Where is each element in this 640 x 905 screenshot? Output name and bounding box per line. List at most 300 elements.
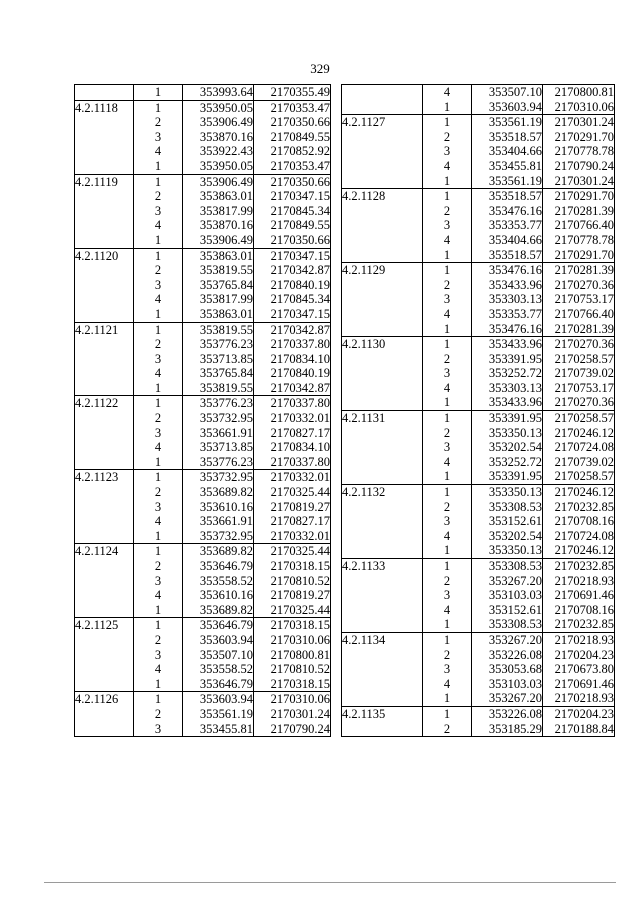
plot-id-cell <box>342 174 423 189</box>
plot-id-cell <box>75 159 134 174</box>
x-coordinate-cell: 353863.01 <box>183 189 254 204</box>
y-coordinate-cell: 2170258.57 <box>543 411 615 426</box>
point-number-cell: 3 <box>134 278 183 293</box>
plot-id-cell: 4.2.1125 <box>75 618 134 633</box>
plot-id-cell: 4.2.1118 <box>75 100 134 115</box>
point-number-cell: 3 <box>423 662 472 677</box>
y-coordinate-cell: 2170753.17 <box>543 292 615 307</box>
x-coordinate-cell: 353185.29 <box>472 722 543 737</box>
point-number-cell: 1 <box>423 263 472 278</box>
point-number-cell: 1 <box>423 337 472 352</box>
plot-id-cell <box>342 100 423 115</box>
plot-id-cell <box>75 307 134 322</box>
point-number-cell: 4 <box>423 307 472 322</box>
point-number-cell: 2 <box>423 204 472 219</box>
x-coordinate-cell: 353507.10 <box>183 648 254 663</box>
table-row <box>342 648 615 663</box>
point-number-cell: 1 <box>134 85 183 101</box>
y-coordinate-cell: 2170347.15 <box>254 189 331 204</box>
point-number-cell: 4 <box>423 603 472 618</box>
point-number-cell: 2 <box>134 189 183 204</box>
y-coordinate-cell: 2170849.55 <box>254 130 331 145</box>
y-coordinate-cell: 2170342.87 <box>254 322 331 337</box>
table-row <box>342 381 615 396</box>
plot-id-cell: 4.2.1135 <box>342 706 423 721</box>
y-coordinate-cell: 2170708.16 <box>543 514 615 529</box>
table-row <box>342 352 615 367</box>
point-number-cell: 3 <box>134 130 183 145</box>
table-row <box>342 426 615 441</box>
y-coordinate-cell: 2170310.06 <box>254 633 331 648</box>
table-row <box>75 633 331 648</box>
table-row <box>75 100 331 115</box>
point-number-cell: 1 <box>423 617 472 632</box>
plot-id-cell <box>75 662 134 677</box>
y-coordinate-cell: 2170301.24 <box>254 707 331 722</box>
plot-id-cell: 4.2.1134 <box>342 632 423 647</box>
plot-id-cell <box>342 677 423 692</box>
x-coordinate-cell: 353152.61 <box>472 603 543 618</box>
point-number-cell: 2 <box>134 633 183 648</box>
point-number-cell: 4 <box>423 381 472 396</box>
point-number-cell: 1 <box>134 396 183 411</box>
plot-id-cell <box>342 455 423 470</box>
x-coordinate-cell: 353819.55 <box>183 263 254 278</box>
plot-id-cell: 4.2.1128 <box>342 189 423 204</box>
y-coordinate-cell: 2170778.78 <box>543 233 615 248</box>
y-coordinate-cell: 2170218.93 <box>543 632 615 647</box>
x-coordinate-cell: 353308.53 <box>472 500 543 515</box>
plot-id-cell <box>342 85 423 100</box>
point-number-cell: 3 <box>423 218 472 233</box>
table-row <box>75 278 331 293</box>
y-coordinate-cell: 2170291.70 <box>543 189 615 204</box>
table-row <box>342 248 615 263</box>
table-row <box>342 543 615 558</box>
x-coordinate-cell: 353870.16 <box>183 218 254 233</box>
y-coordinate-cell: 2170258.57 <box>543 469 615 484</box>
y-coordinate-cell: 2170332.01 <box>254 529 331 544</box>
y-coordinate-cell: 2170724.08 <box>543 440 615 455</box>
x-coordinate-cell: 353765.84 <box>183 366 254 381</box>
plot-id-cell <box>342 322 423 337</box>
x-coordinate-cell: 353950.05 <box>183 100 254 115</box>
x-coordinate-cell: 353226.08 <box>472 648 543 663</box>
scan-edge-line <box>44 882 616 883</box>
y-coordinate-cell: 2170218.93 <box>543 574 615 589</box>
plot-id-cell <box>75 218 134 233</box>
x-coordinate-cell: 353561.19 <box>472 174 543 189</box>
table-row <box>342 722 615 737</box>
table-row <box>75 662 331 677</box>
table-row <box>75 263 331 278</box>
plot-id-cell <box>342 662 423 677</box>
plot-id-cell <box>342 352 423 367</box>
plot-id-cell <box>75 263 134 278</box>
y-coordinate-cell: 2170318.15 <box>254 618 331 633</box>
x-coordinate-cell: 353661.91 <box>183 514 254 529</box>
point-number-cell: 2 <box>134 707 183 722</box>
point-number-cell: 3 <box>423 366 472 381</box>
plot-id-cell: 4.2.1120 <box>75 248 134 263</box>
x-coordinate-cell: 353689.82 <box>183 544 254 559</box>
plot-id-cell <box>342 248 423 263</box>
y-coordinate-cell: 2170800.81 <box>254 648 331 663</box>
point-number-cell: 3 <box>134 352 183 367</box>
point-number-cell: 1 <box>134 529 183 544</box>
plot-id-cell <box>75 144 134 159</box>
y-coordinate-cell: 2170724.08 <box>543 529 615 544</box>
table-row <box>342 485 615 500</box>
plot-id-cell <box>342 469 423 484</box>
table-row <box>342 455 615 470</box>
x-coordinate-cell: 353404.66 <box>472 144 543 159</box>
x-coordinate-cell: 353267.20 <box>472 574 543 589</box>
table-row <box>342 691 615 706</box>
x-coordinate-cell: 353267.20 <box>472 691 543 706</box>
point-number-cell: 1 <box>134 692 183 707</box>
plot-id-cell <box>342 722 423 737</box>
y-coordinate-cell: 2170849.55 <box>254 218 331 233</box>
x-coordinate-cell: 353518.57 <box>472 248 543 263</box>
y-coordinate-cell: 2170337.80 <box>254 337 331 352</box>
x-coordinate-cell: 353732.95 <box>183 529 254 544</box>
x-coordinate-cell: 353819.55 <box>183 381 254 396</box>
plot-id-cell <box>75 130 134 145</box>
plot-id-cell <box>342 292 423 307</box>
plot-id-cell <box>342 307 423 322</box>
y-coordinate-cell: 2170819.27 <box>254 588 331 603</box>
x-coordinate-cell: 353906.49 <box>183 174 254 189</box>
table-row <box>342 307 615 322</box>
y-coordinate-cell: 2170342.87 <box>254 263 331 278</box>
x-coordinate-cell: 353561.19 <box>183 707 254 722</box>
point-number-cell: 4 <box>134 292 183 307</box>
x-coordinate-cell: 353252.72 <box>472 455 543 470</box>
point-number-cell: 1 <box>423 411 472 426</box>
x-coordinate-cell: 353603.94 <box>183 633 254 648</box>
point-number-cell: 1 <box>134 248 183 263</box>
x-coordinate-cell: 353455.81 <box>472 159 543 174</box>
table-row <box>342 366 615 381</box>
table-row <box>75 204 331 219</box>
table-row <box>75 85 331 101</box>
plot-id-cell <box>75 292 134 307</box>
point-number-cell: 1 <box>134 677 183 692</box>
x-coordinate-cell: 353776.23 <box>183 337 254 352</box>
x-coordinate-cell: 353732.95 <box>183 411 254 426</box>
point-number-cell: 1 <box>423 691 472 706</box>
x-coordinate-cell: 353267.20 <box>472 632 543 647</box>
point-number-cell: 1 <box>134 455 183 470</box>
x-coordinate-cell: 353661.91 <box>183 426 254 441</box>
point-number-cell: 4 <box>134 366 183 381</box>
x-coordinate-cell: 353353.77 <box>472 307 543 322</box>
table-row <box>342 278 615 293</box>
table-row <box>342 706 615 721</box>
x-coordinate-cell: 353391.95 <box>472 469 543 484</box>
point-number-cell: 3 <box>423 440 472 455</box>
point-number-cell: 1 <box>423 248 472 263</box>
y-coordinate-cell: 2170232.85 <box>543 500 615 515</box>
table-row <box>342 130 615 145</box>
y-coordinate-cell: 2170827.17 <box>254 426 331 441</box>
table-row <box>75 159 331 174</box>
y-coordinate-cell: 2170281.39 <box>543 263 615 278</box>
plot-id-cell <box>75 603 134 618</box>
coordinates-table-left <box>74 84 331 737</box>
page-number: 329 <box>310 61 330 76</box>
plot-id-cell <box>75 204 134 219</box>
point-number-cell: 2 <box>423 500 472 515</box>
y-coordinate-cell: 2170258.57 <box>543 352 615 367</box>
table-row <box>342 395 615 410</box>
point-number-cell: 3 <box>423 292 472 307</box>
coordinates-table-right <box>341 84 615 737</box>
plot-id-cell <box>342 574 423 589</box>
y-coordinate-cell: 2170353.47 <box>254 100 331 115</box>
y-coordinate-cell: 2170310.06 <box>543 100 615 115</box>
plot-id-cell: 4.2.1123 <box>75 470 134 485</box>
plot-id-cell <box>75 633 134 648</box>
x-coordinate-cell: 353308.53 <box>472 559 543 574</box>
table-row <box>75 307 331 322</box>
table-row <box>342 204 615 219</box>
y-coordinate-cell: 2170337.80 <box>254 455 331 470</box>
table-row <box>75 455 331 470</box>
y-coordinate-cell: 2170246.12 <box>543 426 615 441</box>
y-coordinate-cell: 2170753.17 <box>543 381 615 396</box>
point-number-cell: 3 <box>423 514 472 529</box>
y-coordinate-cell: 2170318.15 <box>254 677 331 692</box>
table-row <box>75 411 331 426</box>
plot-id-cell <box>342 514 423 529</box>
y-coordinate-cell: 2170188.84 <box>543 722 615 737</box>
x-coordinate-cell: 353476.16 <box>472 263 543 278</box>
table-row <box>75 618 331 633</box>
y-coordinate-cell: 2170291.70 <box>543 130 615 145</box>
plot-id-cell <box>75 500 134 515</box>
y-coordinate-cell: 2170827.17 <box>254 514 331 529</box>
plot-id-cell <box>342 395 423 410</box>
x-coordinate-cell: 353646.79 <box>183 677 254 692</box>
point-number-cell: 4 <box>134 588 183 603</box>
table-row <box>342 337 615 352</box>
plot-id-cell: 4.2.1124 <box>75 544 134 559</box>
plot-id-cell <box>342 500 423 515</box>
x-coordinate-cell: 353518.57 <box>472 189 543 204</box>
plot-id-cell <box>342 588 423 603</box>
x-coordinate-cell: 353103.03 <box>472 677 543 692</box>
x-coordinate-cell: 353603.94 <box>472 100 543 115</box>
plot-id-cell <box>342 278 423 293</box>
plot-id-cell <box>75 366 134 381</box>
y-coordinate-cell: 2170301.24 <box>543 174 615 189</box>
table-row <box>342 529 615 544</box>
point-number-cell: 4 <box>423 455 472 470</box>
y-coordinate-cell: 2170834.10 <box>254 352 331 367</box>
point-number-cell: 3 <box>134 722 183 737</box>
x-coordinate-cell: 353906.49 <box>183 115 254 130</box>
table-row <box>75 426 331 441</box>
plot-id-cell <box>75 278 134 293</box>
plot-id-cell <box>342 426 423 441</box>
table-row <box>75 248 331 263</box>
point-number-cell: 2 <box>423 574 472 589</box>
point-number-cell: 1 <box>423 632 472 647</box>
point-number-cell: 1 <box>134 322 183 337</box>
plot-id-cell <box>342 218 423 233</box>
point-number-cell: 3 <box>134 426 183 441</box>
table-row <box>342 469 615 484</box>
x-coordinate-cell: 353303.13 <box>472 292 543 307</box>
point-number-cell: 4 <box>134 218 183 233</box>
plot-id-cell: 4.2.1119 <box>75 174 134 189</box>
point-number-cell: 1 <box>423 543 472 558</box>
y-coordinate-cell: 2170347.15 <box>254 307 331 322</box>
y-coordinate-cell: 2170347.15 <box>254 248 331 263</box>
point-number-cell: 4 <box>134 440 183 455</box>
y-coordinate-cell: 2170337.80 <box>254 396 331 411</box>
point-number-cell: 1 <box>423 100 472 115</box>
table-row <box>75 500 331 515</box>
table-row <box>342 588 615 603</box>
plot-id-cell <box>75 529 134 544</box>
y-coordinate-cell: 2170310.06 <box>254 692 331 707</box>
table-row <box>75 292 331 307</box>
point-number-cell: 1 <box>134 159 183 174</box>
point-number-cell: 3 <box>134 574 183 589</box>
point-number-cell: 1 <box>423 469 472 484</box>
plot-id-cell <box>342 529 423 544</box>
table-row <box>75 588 331 603</box>
point-number-cell: 3 <box>134 500 183 515</box>
x-coordinate-cell: 353152.61 <box>472 514 543 529</box>
x-coordinate-cell: 353391.95 <box>472 352 543 367</box>
table-row <box>75 470 331 485</box>
x-coordinate-cell: 353603.94 <box>183 692 254 707</box>
x-coordinate-cell: 353433.96 <box>472 395 543 410</box>
plot-id-cell <box>75 588 134 603</box>
plot-id-cell: 4.2.1121 <box>75 322 134 337</box>
table-row <box>342 159 615 174</box>
x-coordinate-cell: 353950.05 <box>183 159 254 174</box>
point-number-cell: 1 <box>423 706 472 721</box>
y-coordinate-cell: 2170246.12 <box>543 543 615 558</box>
point-number-cell: 1 <box>134 618 183 633</box>
y-coordinate-cell: 2170218.93 <box>543 691 615 706</box>
table-row <box>342 85 615 100</box>
plot-id-cell <box>75 85 134 101</box>
x-coordinate-cell: 353819.55 <box>183 322 254 337</box>
table-row <box>75 144 331 159</box>
table-row <box>342 677 615 692</box>
point-number-cell: 2 <box>134 115 183 130</box>
y-coordinate-cell: 2170301.24 <box>543 115 615 130</box>
plot-id-cell <box>75 722 134 737</box>
point-number-cell: 3 <box>423 588 472 603</box>
y-coordinate-cell: 2170819.27 <box>254 500 331 515</box>
y-coordinate-cell: 2170325.44 <box>254 603 331 618</box>
y-coordinate-cell: 2170281.39 <box>543 204 615 219</box>
x-coordinate-cell: 353226.08 <box>472 706 543 721</box>
table-row <box>342 189 615 204</box>
point-number-cell: 4 <box>423 159 472 174</box>
y-coordinate-cell: 2170353.47 <box>254 159 331 174</box>
x-coordinate-cell: 353646.79 <box>183 559 254 574</box>
y-coordinate-cell: 2170766.40 <box>543 307 615 322</box>
table-row <box>342 233 615 248</box>
y-coordinate-cell: 2170840.19 <box>254 366 331 381</box>
x-coordinate-cell: 353561.19 <box>472 115 543 130</box>
point-number-cell: 2 <box>423 278 472 293</box>
point-number-cell: 1 <box>423 322 472 337</box>
x-coordinate-cell: 353776.23 <box>183 455 254 470</box>
point-number-cell: 2 <box>423 352 472 367</box>
x-coordinate-cell: 353476.16 <box>472 322 543 337</box>
point-number-cell: 1 <box>423 485 472 500</box>
plot-id-cell: 4.2.1129 <box>342 263 423 278</box>
y-coordinate-cell: 2170270.36 <box>543 278 615 293</box>
point-number-cell: 1 <box>423 115 472 130</box>
y-coordinate-cell: 2170350.66 <box>254 233 331 248</box>
point-number-cell: 2 <box>134 485 183 500</box>
point-number-cell: 3 <box>423 144 472 159</box>
plot-id-cell <box>75 485 134 500</box>
plot-id-cell: 4.2.1131 <box>342 411 423 426</box>
plot-id-cell <box>75 115 134 130</box>
plot-id-cell: 4.2.1130 <box>342 337 423 352</box>
table-row <box>75 337 331 352</box>
x-coordinate-cell: 353350.13 <box>472 485 543 500</box>
plot-id-cell <box>342 691 423 706</box>
point-number-cell: 1 <box>423 174 472 189</box>
point-number-cell: 1 <box>423 559 472 574</box>
plot-id-cell <box>342 130 423 145</box>
plot-id-cell <box>75 707 134 722</box>
point-number-cell: 1 <box>134 603 183 618</box>
point-number-cell: 1 <box>134 381 183 396</box>
point-number-cell: 2 <box>134 263 183 278</box>
table-row <box>75 677 331 692</box>
plot-id-cell <box>342 543 423 558</box>
table-row <box>75 574 331 589</box>
y-coordinate-cell: 2170291.70 <box>543 248 615 263</box>
plot-id-cell <box>75 411 134 426</box>
x-coordinate-cell: 353053.68 <box>472 662 543 677</box>
point-number-cell: 4 <box>134 514 183 529</box>
x-coordinate-cell: 353476.16 <box>472 204 543 219</box>
y-coordinate-cell: 2170800.81 <box>543 85 615 100</box>
y-coordinate-cell: 2170318.15 <box>254 559 331 574</box>
table-row <box>75 233 331 248</box>
x-coordinate-cell: 353558.52 <box>183 662 254 677</box>
y-coordinate-cell: 2170810.52 <box>254 574 331 589</box>
plot-id-cell <box>75 648 134 663</box>
y-coordinate-cell: 2170355.49 <box>254 85 331 101</box>
table-row <box>75 648 331 663</box>
y-coordinate-cell: 2170739.02 <box>543 366 615 381</box>
x-coordinate-cell: 353689.82 <box>183 603 254 618</box>
table-row <box>75 544 331 559</box>
plot-id-cell <box>342 366 423 381</box>
x-coordinate-cell: 353713.85 <box>183 352 254 367</box>
point-number-cell: 2 <box>423 426 472 441</box>
y-coordinate-cell: 2170852.92 <box>254 144 331 159</box>
y-coordinate-cell: 2170845.34 <box>254 204 331 219</box>
plot-id-cell <box>75 426 134 441</box>
x-coordinate-cell: 353765.84 <box>183 278 254 293</box>
